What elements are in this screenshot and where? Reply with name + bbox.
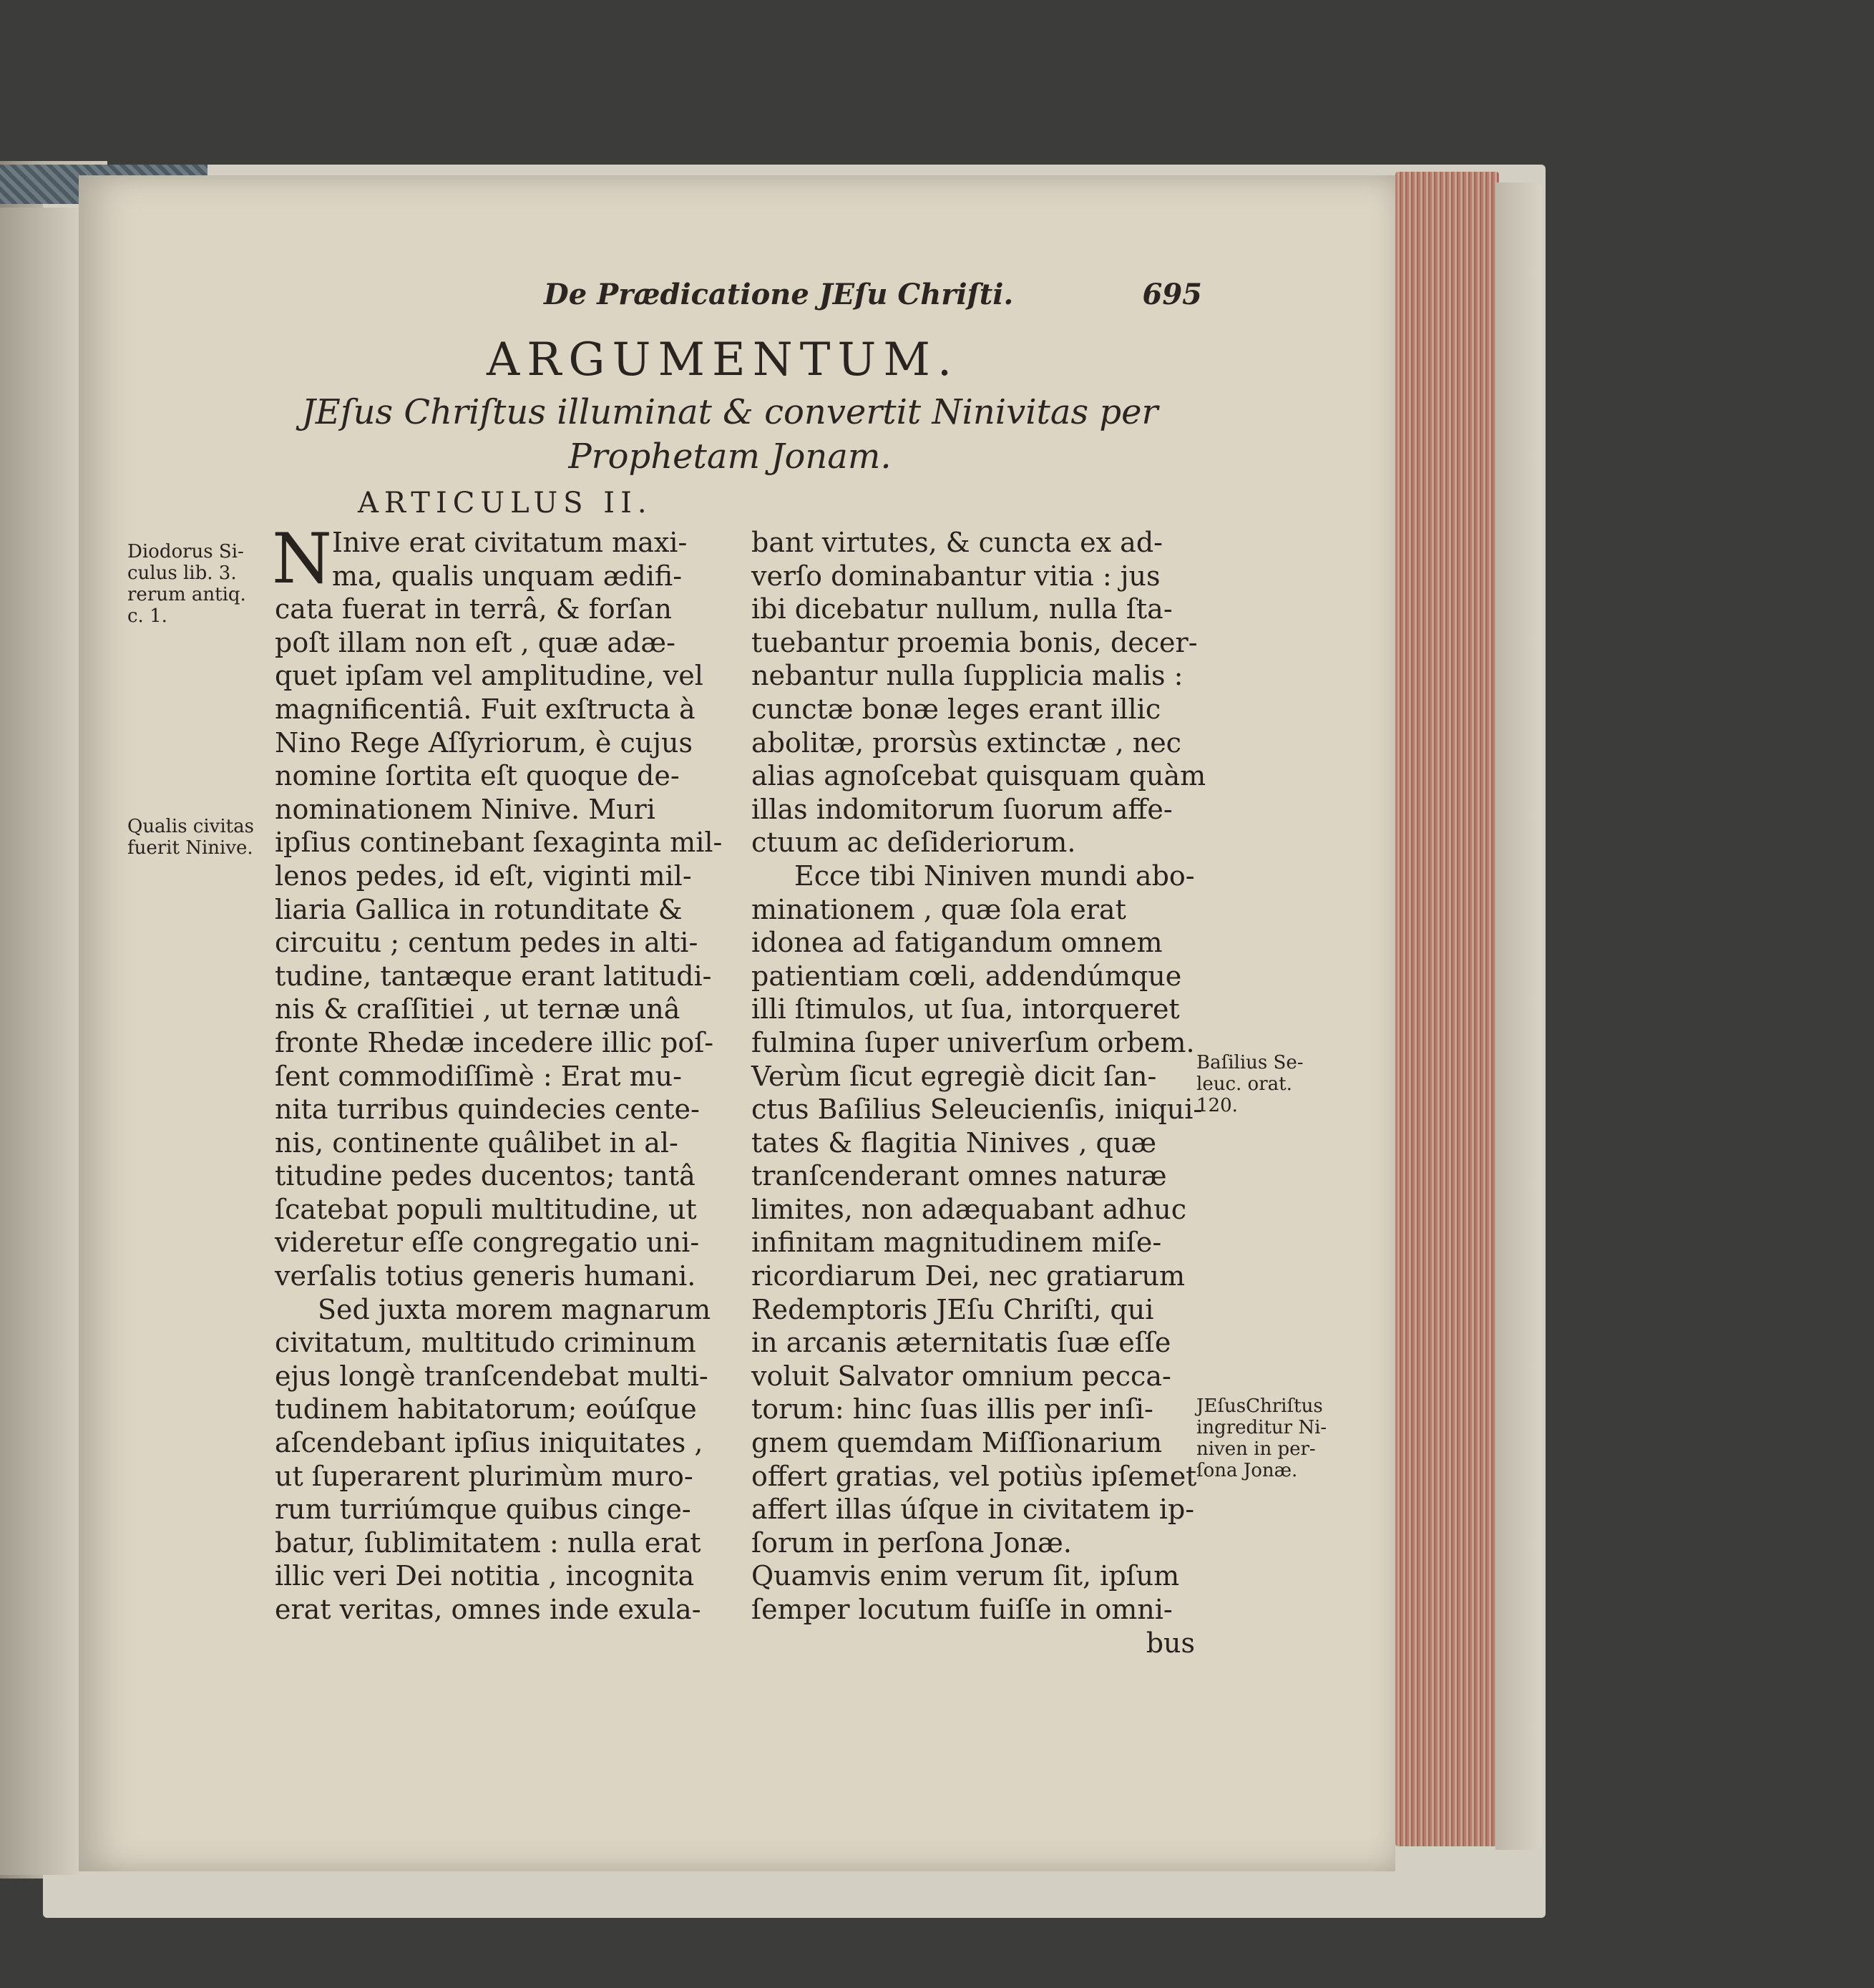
text-line: nomine ſortita eſt quoque de-: [275, 760, 680, 792]
margin-note-line: leuc. orat.: [1196, 1073, 1292, 1095]
running-head: [544, 278, 1231, 321]
text-line: Inive erat civitatum maxi-: [332, 527, 688, 558]
text-line: voluit Salvator omnium pecca-: [751, 1360, 1171, 1392]
text-line: fronte Rhedæ incedere illic poſ-: [275, 1026, 714, 1058]
margin-note-line: rerum antiq.: [127, 584, 246, 605]
page-number: 695: [1142, 278, 1202, 311]
right-text-column: [751, 526, 1206, 1660]
text-line: magnificentiâ. Fuit exſtructa à: [275, 693, 696, 725]
text-line: videretur eſſe congregatio uni-: [275, 1227, 700, 1259]
text-line: quet ipſam vel amplitudine, vel: [275, 660, 703, 692]
text-line: nita turribus quindecies cente-: [275, 1093, 700, 1126]
text-line: nis & craſſitiei , ut ternæ unâ: [275, 993, 680, 1025]
margin-note-line: 120.: [1196, 1095, 1238, 1116]
text-line: circuitu ; centum pedes in alti-: [275, 927, 698, 959]
page-edges: [1395, 172, 1499, 1846]
text-line: Redemptoris JEſu Chriſti, qui: [751, 1293, 1154, 1325]
text-line: titudine pedes ducentos; tantâ: [275, 1160, 696, 1192]
text-line: infinitam magnitudinem miſe-: [751, 1227, 1162, 1259]
text-line: Sed juxta morem magnarum: [318, 1293, 711, 1325]
margin-note-line: fuerit Ninive.: [127, 837, 253, 859]
text-line: ut ſuperarent plurimùm muro-: [275, 1460, 693, 1492]
text-line: ctus Baſilius Seleucienſis, iniqui-: [751, 1093, 1203, 1126]
text-line: tates & flagitia Ninives , quæ: [751, 1126, 1157, 1159]
text-line: in arcanis æternitatis ſuæ eſſe: [751, 1327, 1171, 1359]
text-line: tuebantur proemia bonis, decer-: [751, 626, 1198, 658]
text-line: verſo dominabantur vitia : jus: [751, 560, 1161, 592]
catchword: bus: [1146, 1627, 1195, 1659]
text-line: aſcendebant ipſius iniquitates ,: [275, 1427, 703, 1459]
text-line: nis, continente quâlibet in al-: [275, 1126, 678, 1159]
margin-note-line: culus lib. 3.: [127, 562, 237, 584]
left-text-column: [275, 526, 733, 1627]
margin-note-line: ingreditur Ni-: [1196, 1417, 1327, 1438]
margin-note-diodorus: [127, 541, 246, 627]
text-line: erat veritas, omnes inde exula-: [275, 1594, 701, 1625]
text-line: tranſcenderant omnes naturæ: [751, 1160, 1167, 1192]
subtitle-line: Prophetam Jonam.: [568, 437, 892, 477]
back-board: [1495, 182, 1542, 1850]
text-line: tudinem habitatorum; eoúſque: [275, 1393, 697, 1426]
text-line: bant virtutes, & cuncta ex ad-: [751, 527, 1163, 558]
text-line: nebantur nulla ſupplicia malis :: [751, 660, 1184, 692]
margin-note-line: Baſilius Se-: [1196, 1052, 1304, 1073]
text-line: civitatum, multitudo criminum: [275, 1327, 696, 1359]
text-line: illas indomitorum ſuorum affe-: [751, 793, 1173, 825]
text-line: ſorum in perſona Jonæ.: [751, 1526, 1072, 1559]
text-line: illi ſtimulos, ut ſua, intorqueret: [751, 993, 1180, 1025]
margin-note-line: Qualis civitas: [127, 816, 254, 837]
text-line: nominationem Ninive. Muri: [275, 793, 655, 825]
text-line: ibi dicebatur nullum, nulla ſta-: [751, 593, 1173, 625]
margin-note-line: ſona Jonæ.: [1196, 1460, 1298, 1481]
text-line: idonea ad fatigandum omnem: [751, 927, 1163, 959]
text-line: affert illas úſque in civitatem ip-: [751, 1494, 1195, 1526]
text-line: ricordiarum Dei, nec gratiarum: [751, 1260, 1186, 1292]
margin-note-jesus: [1196, 1395, 1327, 1481]
text-line: Nino Rege Aſſyriorum, è cujus: [275, 726, 693, 759]
text-line: Ecce tibi Niniven mundi abo-: [794, 859, 1195, 892]
text-line: poſt illam non eſt , quæ adæ-: [275, 626, 675, 658]
articulus-heading: ARTICULUS II.: [358, 487, 653, 520]
text-line: minationem , quæ ſola erat: [751, 893, 1126, 925]
margin-note-basilius: [1196, 1052, 1304, 1116]
text-line: limites, non adæquabant adhuc: [751, 1193, 1186, 1225]
text-line: cata fuerat in terrâ, & forſan: [275, 593, 672, 625]
text-line: rum turriúmque quibus cinge-: [275, 1494, 691, 1526]
margin-note-line: c. 1.: [127, 605, 167, 627]
text-line: ſent commodiſſimè : Erat mu-: [275, 1060, 682, 1092]
margin-note-line: JEſusChriſtus: [1196, 1395, 1323, 1417]
text-line: ipſius continebant ſexaginta mil-: [275, 827, 723, 859]
text-line: ſemper locutum fuiſſe in omni-: [751, 1594, 1173, 1625]
text-line: alias agnoſcebat quisquam quàm: [751, 760, 1206, 792]
text-line: Verùm ſicut egregiè dicit ſan-: [751, 1060, 1157, 1092]
text-line: ma, qualis unquam ædifi-: [332, 560, 683, 592]
margin-note-line: Diodorus Si-: [127, 541, 244, 562]
text-line: tudine, tantæque erant latitudi-: [275, 960, 712, 992]
text-line: torum: hinc ſuas illis per inſi-: [751, 1393, 1153, 1426]
running-head-title: De Prædicatione JEſu Chriſti.: [544, 278, 1014, 311]
chapter-subtitle: [286, 390, 1173, 479]
text-line: liaria Gallica in rotunditate &: [275, 893, 683, 925]
text-line: verſalis totius generis humani.: [275, 1260, 696, 1292]
text-line: fulmina ſuper univerſum orbem.: [751, 1026, 1195, 1058]
text-line: offert gratias, vel potiùs ipſemet: [751, 1460, 1197, 1492]
margin-note-line: niven in per-: [1196, 1438, 1316, 1460]
left-page-edge: [0, 208, 82, 1875]
text-line: abolitæ, prorsùs extinctæ , nec: [751, 726, 1181, 759]
text-line: cunctæ bonæ leges erant illic: [751, 693, 1161, 725]
text-line: ejus longè tranſcendebat multi-: [275, 1360, 708, 1392]
text-line: patientiam cœli, addendúmque: [751, 960, 1182, 992]
text-line: batur, ſublimitatem : nulla erat: [275, 1526, 701, 1559]
text-line: ſcatebat populi multitudine, ut: [275, 1193, 697, 1225]
text-line: Quamvis enim verum ſit, ipſum: [751, 1560, 1180, 1592]
text-line: gnem quemdam Miſſionarium: [751, 1427, 1162, 1459]
margin-note-qualis: [127, 816, 254, 859]
chapter-title: ARGUMENTUM.: [487, 333, 960, 386]
drop-cap: N: [272, 519, 332, 599]
text-line: ctuum ac deſideriorum.: [751, 827, 1076, 859]
text-line: illic veri Dei notitia , incognita: [275, 1560, 695, 1592]
text-line: lenos pedes, id eſt, viginti mil-: [275, 859, 692, 892]
subtitle-line: JEſus Chriſtus illuminat & convertit Ninivitas per: [301, 392, 1158, 432]
